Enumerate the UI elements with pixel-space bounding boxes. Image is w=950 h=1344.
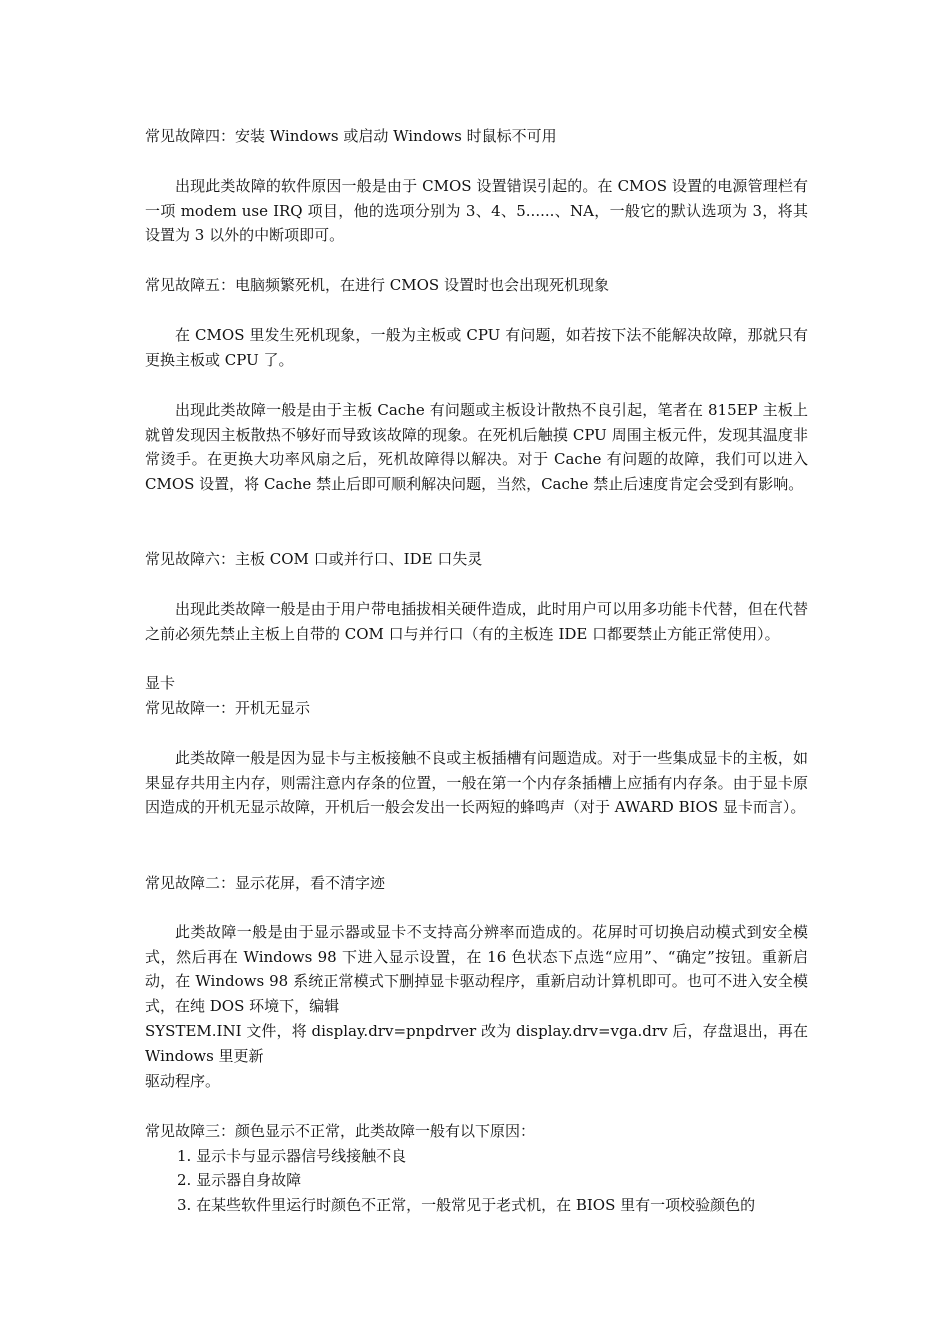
- fault5-heading: 常见故障五：电脑频繁死机，在进行 CMOS 设置时也会出现死机现象: [145, 276, 609, 294]
- vga-fault1-heading: 常见故障一：开机无显示: [145, 699, 311, 717]
- list-item: 3. 在某些软件里运行时颜色不正常，一般常见于老式机，在 BIOS 里有一项校验颜色的: [177, 1196, 756, 1214]
- list-item: 1. 显示卡与显示器信号线接触不良: [177, 1147, 407, 1165]
- fault4-heading: 常见故障四：安装 Windows 或启动 Windows 时鼠标不可用: [145, 127, 557, 145]
- list-item: 2. 显示器自身故障: [177, 1171, 302, 1189]
- fault4-paragraph: 出现此类故障的软件原因一般是由于 CMOS 设置错误引起的。在 CMOS 设置的电源管理栏有一项 modem use IRQ 项目，他的选项分别为 3、4、5......、NA，一般它的默认选项为 3，将其设置为 3 以外的中断项即可。: [145, 177, 808, 244]
- fault6-paragraph: 出现此类故障一般是由于用户带电插拔相关硬件造成，此时用户可以用多功能卡代替，但在代替之前必须先禁止主板上自带的 COM 口与并行口（有的主板连 IDE 口都要禁止方能正常使用）。: [145, 600, 808, 643]
- vga-fault1-paragraph: 此类故障一般是因为显卡与主板接触不良或主板插槽有问题造成。对于一些集成显卡的主板，如果显存共用主内存，则需注意内存条的位置，一般在第一个内存条插槽上应插有内存条。由于显卡原因造成的开机无显示故障，开机后一般会发出一长两短的蜂鸣声（对于 AWARD BIOS 显卡而言）。: [145, 749, 808, 816]
- vga-fault2-paragraph: 此类故障一般是由于显示器或显卡不支持高分辨率而造成的。花屏时可切换启动模式到安全模式，然后再在 Windows 98 下进入显示设置，在 16 色状态下点选“应用”、“确定”按钮。重新启动，在 Windows 98 系统正常模式下删掉显卡驱动程序，重新启动计算机即可。也可不进入安全模式，在纯 DOS 环境下，编辑: [145, 923, 808, 1015]
- vga-fault2-heading: 常见故障二：显示花屏，看不清字迹: [145, 874, 386, 892]
- fault5-paragraph-b: 出现此类故障一般是由于主板 Cache 有问题或主板设计散热不良引起，笔者在 815EP 主板上就曾发现因主板散热不够好而导致该故障的现象。在死机后触摸 CPU 周围主板元件，发现其温度非常烫手。在更换大功率风扇之后，死机故障得以解决。对于 Cache 有问题的故障，我们可以进入 CMOS 设置，将 Cache 禁止后即可顺利解决问题，当然，Cache 禁止后速度肯定会受到有影响。: [145, 401, 808, 493]
- vga-fault3-heading: 常见故障三：颜色显示不正常，此类故障一般有以下原因：: [145, 1122, 536, 1140]
- fault6-heading: 常见故障六：主板 COM 口或并行口、IDE 口失灵: [145, 550, 483, 568]
- vga-fault2-continuation: SYSTEM.INI 文件，将 display.drv=pnpdrver 改为 display.drv=vga.drv 后，存盘退出，再在 Windows 里更新: [145, 1022, 808, 1065]
- fault5-paragraph-a: 在 CMOS 里发生死机现象，一般为主板或 CPU 有问题，如若按下法不能解决故障，那就只有更换主板或 CPU 了。: [145, 326, 808, 369]
- display-card-heading: 显卡: [145, 674, 176, 692]
- vga-fault2-continuation-end: 驱动程序。: [145, 1072, 221, 1090]
